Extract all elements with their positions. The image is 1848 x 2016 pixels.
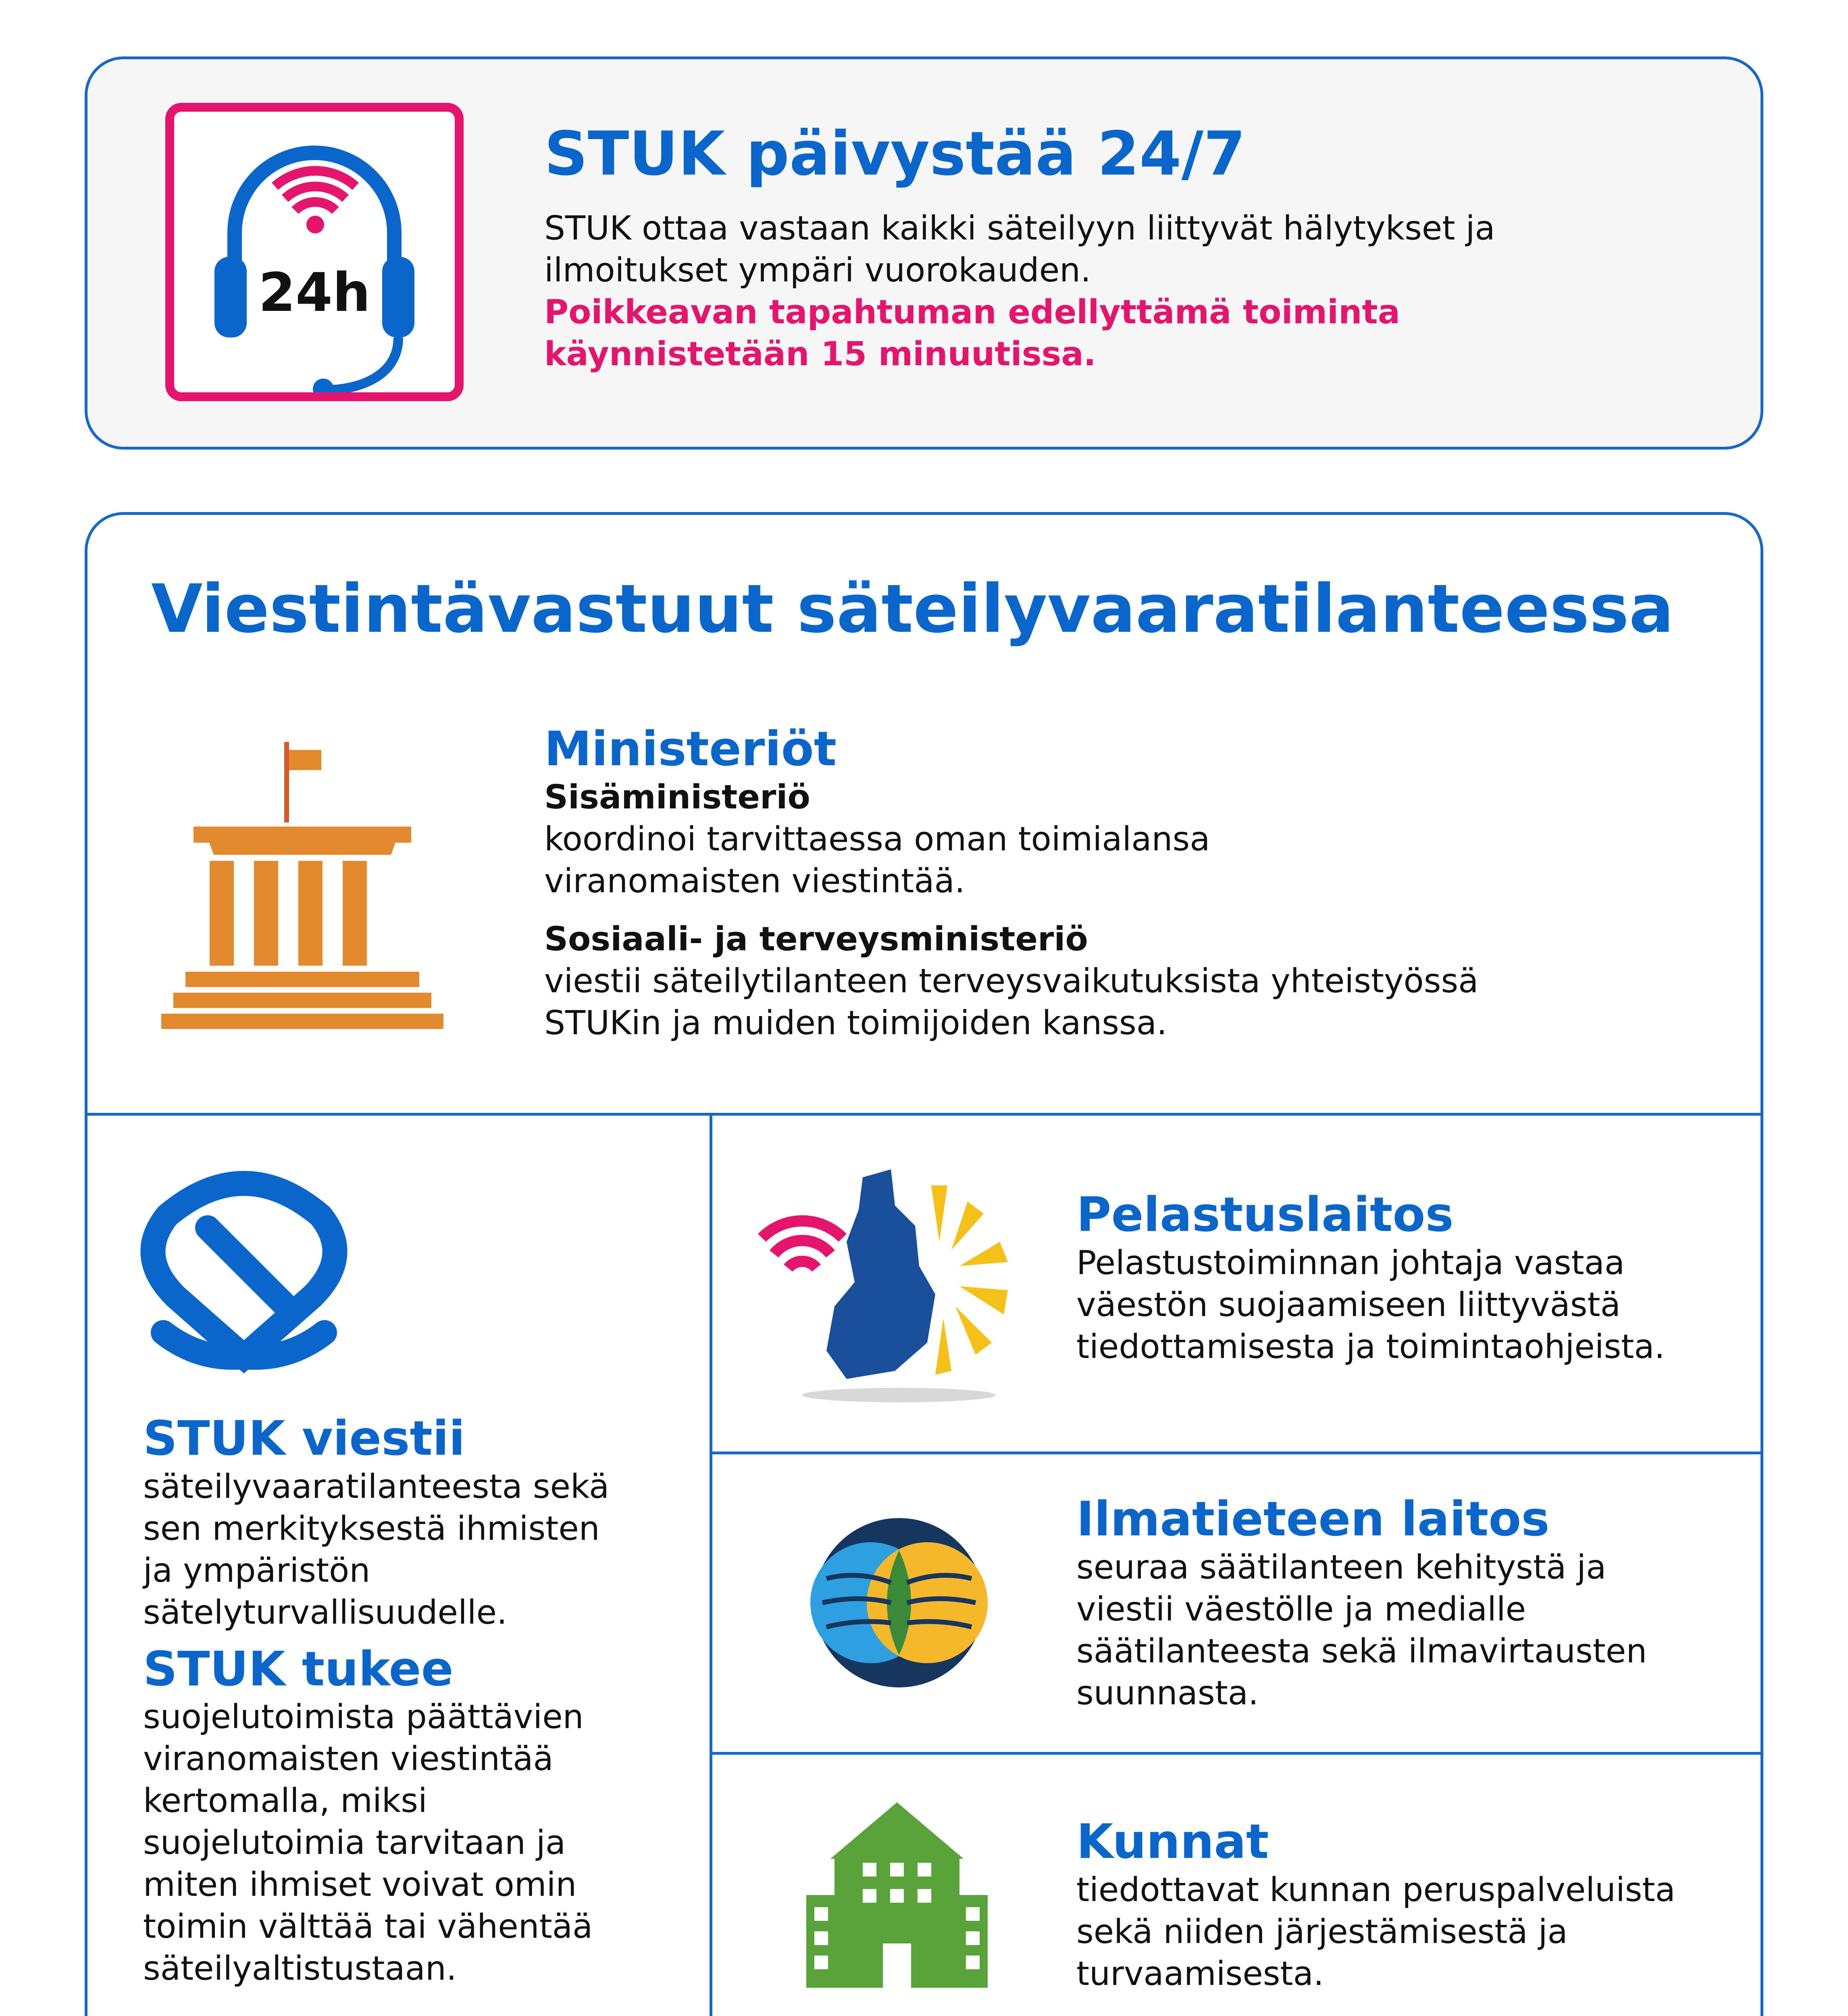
municipality-text-3: turvaamisesta. — [1076, 1954, 1324, 1993]
ministry-section — [544, 722, 1734, 1044]
icon-24h-label: 24h — [258, 262, 370, 324]
weather-text-4: suunnasta. — [1076, 1674, 1259, 1712]
stuk-text-1d: sätelyturvallisuudelle. — [143, 1593, 508, 1632]
stuk-text-2a: suojelutoimista päättävien — [143, 1698, 584, 1737]
on-duty-desc-1: STUK ottaa vastaan kaikki säteilyyn liittyvät hälytykset ja — [544, 209, 1495, 248]
ministry-title: Ministeriöt — [544, 721, 837, 777]
stuk-text-2c: kertomalla, miksi — [143, 1782, 427, 1820]
stuk-logo-icon — [139, 1167, 349, 1377]
weather-section — [1076, 1492, 1742, 1714]
stuk-title-2: STUK tukee — [143, 1641, 454, 1697]
stuk-text-2g: säteilyaltistustaan. — [143, 1949, 457, 1988]
rescue-map-icon — [758, 1161, 1040, 1411]
stuk-section — [143, 1411, 699, 1990]
divider-v-1 — [710, 1113, 712, 2016]
weather-text-3: säätilanteesta sekä ilmavirtausten — [1076, 1632, 1647, 1670]
ministry-sub-1: Sisäministeriö — [544, 778, 810, 816]
municipality-text-2: sekä niiden järjestämisestä ja — [1076, 1912, 1568, 1951]
stuk-text-1c: ja ympäristön — [143, 1551, 370, 1590]
weather-text-2: viestii väestölle ja medialle — [1076, 1590, 1526, 1629]
on-duty-alert-1: Poikkeavan tapahtuman edellyttämä toiminta — [544, 293, 1401, 331]
ministry-building-icon — [161, 742, 443, 1032]
ministry-text-1b: viranomaisten viestintää. — [544, 862, 965, 900]
on-duty-alert-2: käynnistetään 15 minuutissa. — [544, 335, 1096, 373]
rescue-text-2: väestön suojaamiseen liittyvästä — [1076, 1285, 1621, 1324]
on-duty-title: STUK päivystää 24/7 — [544, 119, 1246, 189]
rescue-text-3: tiedottamisesta ja toimintaohjeista. — [1076, 1327, 1665, 1366]
municipality-text-1: tiedottavat kunnan peruspalveluista — [1076, 1870, 1675, 1909]
responsibilities-title: Viestintävastuut säteilyvaaratilanteessa — [151, 570, 1674, 648]
ministry-sub-2: Sosiaali- ja terveysministeriö — [544, 920, 1088, 958]
divider-3 — [710, 1752, 1763, 1755]
weather-title: Ilmatieteen laitos — [1076, 1491, 1550, 1547]
on-duty-desc-2: ilmoitukset ympäri vuorokauden. — [544, 251, 1091, 289]
divider-2 — [710, 1452, 1763, 1454]
ministry-text-1a: koordinoi tarvittaessa oman toimialansa — [544, 820, 1210, 858]
rescue-title: Pelastuslaitos — [1076, 1187, 1454, 1242]
weather-text-1: seuraa säätilanteen kehitystä ja — [1076, 1548, 1607, 1587]
divider-1 — [85, 1113, 1763, 1116]
rescue-section — [1076, 1187, 1742, 1368]
municipality-building-icon — [806, 1802, 988, 1988]
stuk-text-2b: viranomaisten viestintää — [143, 1740, 554, 1779]
municipality-title: Kunnat — [1076, 1814, 1269, 1869]
ministry-text-2b: STUKin ja muiden toimijoiden kanssa. — [544, 1004, 1167, 1042]
rescue-text-1: Pelastustoiminnan johtaja vastaa — [1076, 1243, 1625, 1282]
on-duty-text — [544, 121, 1713, 375]
stuk-text-2f: toimin välttää tai vähentää — [143, 1908, 593, 1946]
municipality-section — [1076, 1814, 1742, 1995]
stuk-text-2e: miten ihmiset voivat omin — [143, 1866, 577, 1904]
weather-institute-icon — [810, 1514, 988, 1691]
ministry-text-2a: viestii säteilytilanteen terveysvaikutuksista yhteistyössä — [544, 962, 1479, 1000]
stuk-text-1b: sen merkityksestä ihmisten — [143, 1509, 600, 1548]
stuk-title-1: STUK viestii — [143, 1410, 465, 1466]
stuk-text-1a: säteilyvaaratilanteesta sekä — [143, 1467, 610, 1506]
headset-24h-icon — [165, 103, 464, 401]
stuk-text-2d: suojelutoimia tarvitaan ja — [143, 1824, 566, 1862]
